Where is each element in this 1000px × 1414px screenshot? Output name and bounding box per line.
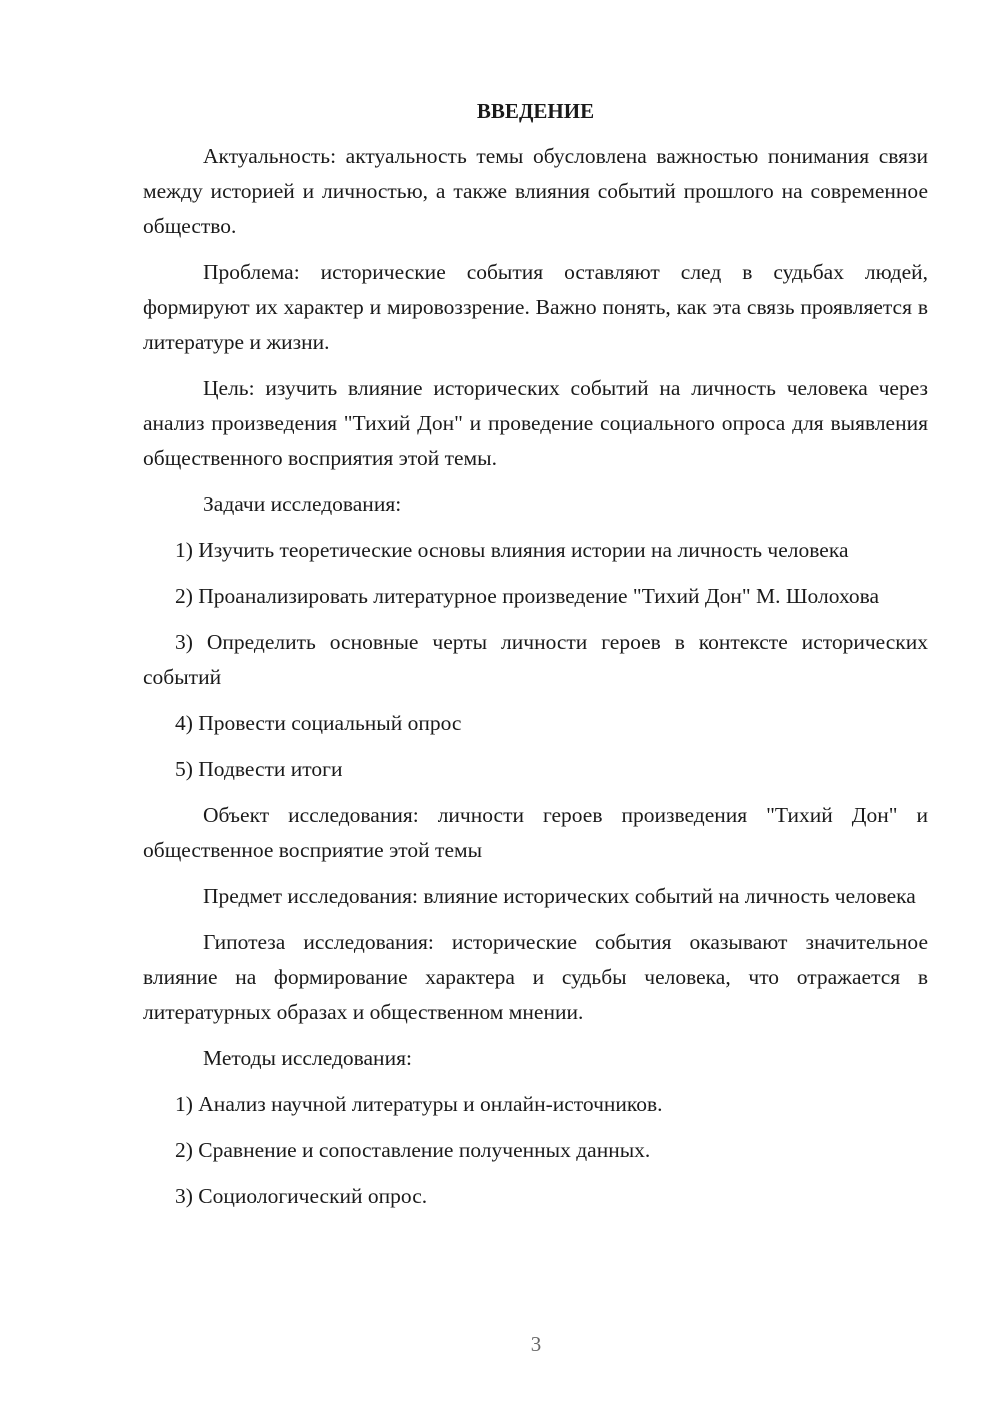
method-item-3: 3) Социологический опрос. xyxy=(175,1184,428,1208)
task-item-1: 1) Изучить теоретические основы влияния истории на личность человека xyxy=(175,538,849,562)
methods-heading: Методы исследования: xyxy=(203,1046,412,1070)
task-item-3: 3) Определить основные черты личности героев в контексте исторических событий xyxy=(143,630,928,689)
page-content xyxy=(143,94,928,1225)
page-title: ВВЕДЕНИЕ xyxy=(476,99,595,123)
method-item-2: 2) Сравнение и сопоставление полученных данных. xyxy=(175,1138,651,1162)
hypothesis-paragraph: Гипотеза исследования: исторические события оказывают значительное влияние на формирование характера и судьбы человека, что отражается в литературных образах и общественном мнении. xyxy=(143,930,928,1024)
task-item-4: 4) Провести социальный опрос xyxy=(175,711,462,735)
page-number: 3 xyxy=(530,1332,542,1356)
object-paragraph: Объект исследования: личности героев произведения "Тихий Дон" и общественное восприятие этой темы xyxy=(143,803,928,862)
task-item-5: 5) Подвести итоги xyxy=(175,757,343,781)
problem-paragraph: Проблема: исторические события оставляют след в судьбах людей, формируют их характер и мировоззрение. Важно понять, как эта связь проявляется в литературе и жизни. xyxy=(143,260,928,354)
task-item-2: 2) Проанализировать литературное произведение "Тихий Дон" М. Шолохова xyxy=(175,584,880,608)
subject-paragraph: Предмет исследования: влияние исторических событий на личность человека xyxy=(203,884,916,908)
method-item-1: 1) Анализ научной литературы и онлайн-источников. xyxy=(175,1092,663,1116)
relevance-paragraph: Актуальность: актуальность темы обусловлена важностью понимания связи между историей и личностью, а также влияния событий прошлого на современное общество. xyxy=(143,144,928,238)
goal-paragraph: Цель: изучить влияние исторических событий на личность человека через анализ произведения "Тихий Дон" и проведение социального опроса для выявления общественного восприятия этой темы. xyxy=(143,376,928,470)
tasks-heading: Задачи исследования: xyxy=(203,492,402,516)
